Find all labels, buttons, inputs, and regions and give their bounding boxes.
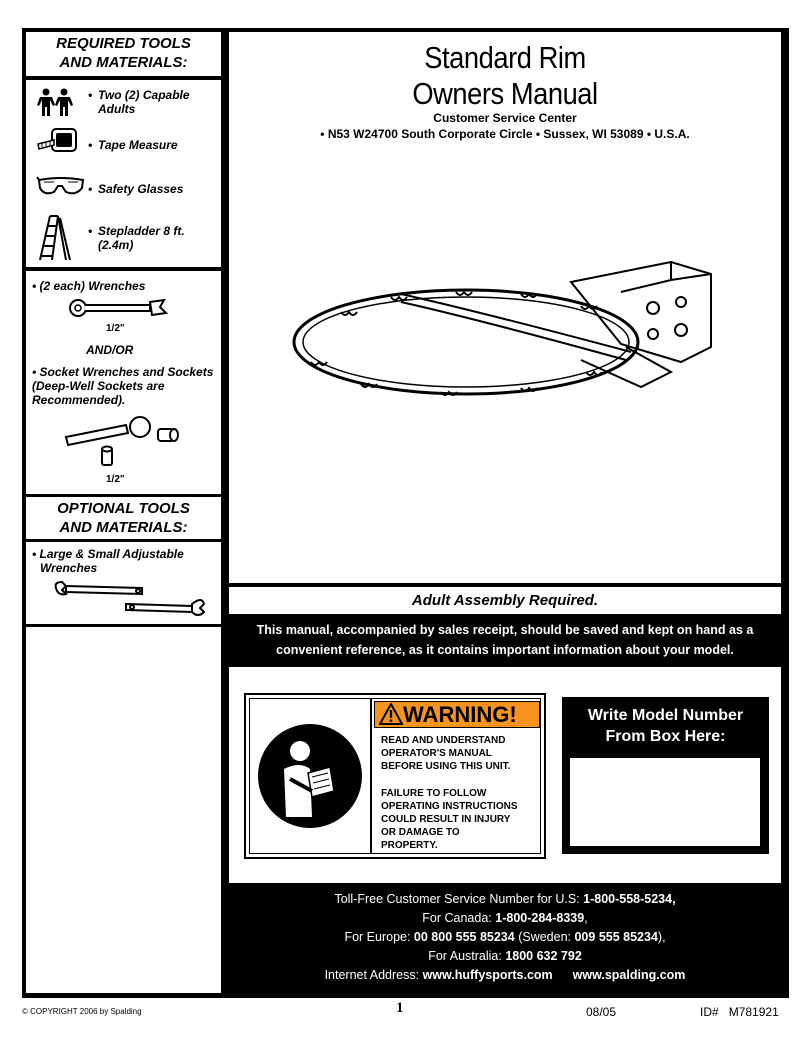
sockets-label: (Deep-Well Sockets are	[32, 379, 165, 393]
warning-line: OPERATOR'S MANUAL	[381, 748, 492, 759]
contact-canada-suffix: ,	[584, 911, 588, 925]
warning-line: BEFORE USING THIS UNIT.	[381, 761, 511, 772]
socket-size-label: 1/2"	[106, 474, 125, 485]
combination-wrench-icon	[68, 297, 168, 319]
warning-text-failure	[381, 787, 541, 852]
contact-sweden-suffix: ),	[657, 930, 666, 944]
contact-australia-number: 1800 632 792	[505, 949, 582, 963]
warning-line: READ AND UNDERSTAND	[381, 735, 506, 746]
warning-line: OR DAMAGE TO	[381, 827, 460, 838]
manual-keep-notice-line: convenient reference, as it contains important information about your model.	[276, 643, 734, 657]
model-number-label-line1: Write Model Number	[587, 707, 744, 724]
sockets-label: Socket Wrenches and Sockets	[39, 365, 214, 379]
optional-tool-label: Wrenches	[40, 561, 98, 575]
contact-canada	[229, 909, 781, 928]
adult-assembly-notice: Adult Assembly Required.	[229, 587, 781, 614]
list-item: • Two (2) Capable Adults	[26, 84, 221, 124]
contact-internet-label: Internet Address:	[324, 968, 423, 982]
model-number-box	[562, 697, 769, 854]
tool-label: Two (2) Capable	[98, 88, 190, 102]
wrenches-label: (2 each) Wrenches	[39, 279, 146, 293]
contact-us-number: 1-800-558-5234,	[583, 892, 676, 906]
wrench-size-label: 1/2"	[106, 323, 125, 334]
required-tools-heading	[26, 32, 221, 76]
safety-glasses-icon	[36, 174, 86, 200]
basketball-rim-illustration	[281, 252, 721, 422]
document-date: 08/05	[586, 1005, 617, 1019]
and-or-label: AND/OR	[86, 343, 134, 357]
optional-tools-list: • Large & Small Adjustable Wrenches	[26, 542, 221, 624]
warning-label	[244, 693, 546, 859]
tool-label: Tape Measure	[98, 138, 178, 152]
read-manual-pictogram	[250, 699, 372, 853]
required-tools-heading-line2: AND MATERIALS:	[59, 54, 188, 71]
optional-tool-label: Large & Small Adjustable	[39, 547, 184, 561]
list-item: • Stepladder 8 ft. (2.4m)	[26, 214, 221, 264]
contact-us-label: Toll-Free Customer Service Number for U.S:	[334, 892, 584, 906]
adjustable-wrench-icon	[52, 578, 212, 618]
document-id-value: M781921	[728, 1005, 779, 1019]
contact-europe-number: 00 800 555 85234	[413, 930, 515, 944]
required-tools-list	[26, 80, 221, 267]
page-title: Owners Manual	[412, 76, 598, 111]
tool-label: Stepladder 8 ft.	[98, 224, 185, 238]
warning-and-model-panel	[229, 667, 781, 883]
required-tools-heading-line1: REQUIRED TOOLS	[56, 35, 191, 52]
tool-label: Adults	[98, 102, 136, 116]
warning-line: PROPERTY.	[381, 840, 438, 851]
warning-line: COULD RESULT IN INJURY	[381, 814, 511, 825]
contact-australia-label: For Australia:	[428, 949, 506, 963]
page-number: 1	[396, 1000, 404, 1016]
warning-line: FAILURE TO FOLLOW	[381, 788, 487, 799]
sockets-label: Recommended).	[32, 393, 126, 407]
socket-wrench-icon	[62, 411, 192, 471]
person-reading-icon	[250, 699, 370, 853]
spalding-link[interactable]: www.spalding.com	[572, 968, 686, 982]
model-number-label	[562, 705, 769, 747]
warning-line: OPERATING INSTRUCTIONS	[381, 801, 518, 812]
warning-triangle-icon	[379, 703, 403, 725]
stepladder-icon	[36, 214, 76, 262]
optional-tools-heading-line2: AND MATERIALS:	[59, 519, 188, 536]
left-blank-panel	[26, 627, 221, 993]
page-title: Standard Rim	[424, 40, 586, 75]
manual-keep-notice-line: This manual, accompanied by sales receipt, should be saved and kept on hand as a	[256, 623, 754, 637]
contact-internet	[229, 966, 781, 985]
optional-tools-heading-line1: OPTIONAL TOOLS	[57, 500, 190, 517]
customer-service-contacts	[229, 890, 781, 985]
contact-sweden-number: 009 555 85234	[574, 930, 658, 944]
huffysports-link[interactable]: www.huffysports.com	[422, 968, 553, 982]
contact-australia	[229, 947, 781, 966]
warning-banner-text: WARNING!	[403, 702, 517, 727]
contact-europe-label: For Europe:	[344, 930, 414, 944]
warning-text-read	[381, 734, 541, 773]
tape-measure-icon	[36, 126, 80, 156]
document-id	[700, 1005, 779, 1019]
tool-label: Safety Glasses	[98, 182, 184, 196]
contact-europe	[229, 928, 781, 947]
two-adults-icon	[36, 88, 76, 116]
contact-sweden-label: (Sweden:	[514, 930, 575, 944]
copyright-notice: © COPYRIGHT 2006 by Spalding	[22, 1007, 142, 1016]
document-id-label: ID#	[700, 1005, 719, 1019]
warning-banner	[374, 701, 540, 728]
contact-canada-label: For Canada:	[422, 911, 496, 925]
manual-keep-notice	[229, 620, 781, 660]
contact-us	[229, 890, 781, 909]
optional-tools-heading	[26, 497, 221, 539]
wrenches-section: • (2 each) Wrenches 1/2" AND/OR • Socket Wrenches and Sockets (Deep-Well Sockets are Recommended). 1/2"	[26, 271, 221, 494]
title-panel	[229, 32, 781, 583]
model-number-label-line2: From Box Here:	[605, 728, 726, 745]
service-center-label: Customer Service Center	[433, 111, 577, 125]
list-item: • Tape Measure	[26, 126, 221, 166]
tool-label: (2.4m)	[98, 238, 134, 252]
model-number-field[interactable]	[570, 758, 760, 846]
service-center-address: • N53 W24700 South Corporate Circle • Sussex, WI 53089 • U.S.A.	[320, 127, 690, 141]
contact-canada-number: 1-800-284-8339	[495, 911, 585, 925]
list-item: • Safety Glasses	[26, 170, 221, 210]
